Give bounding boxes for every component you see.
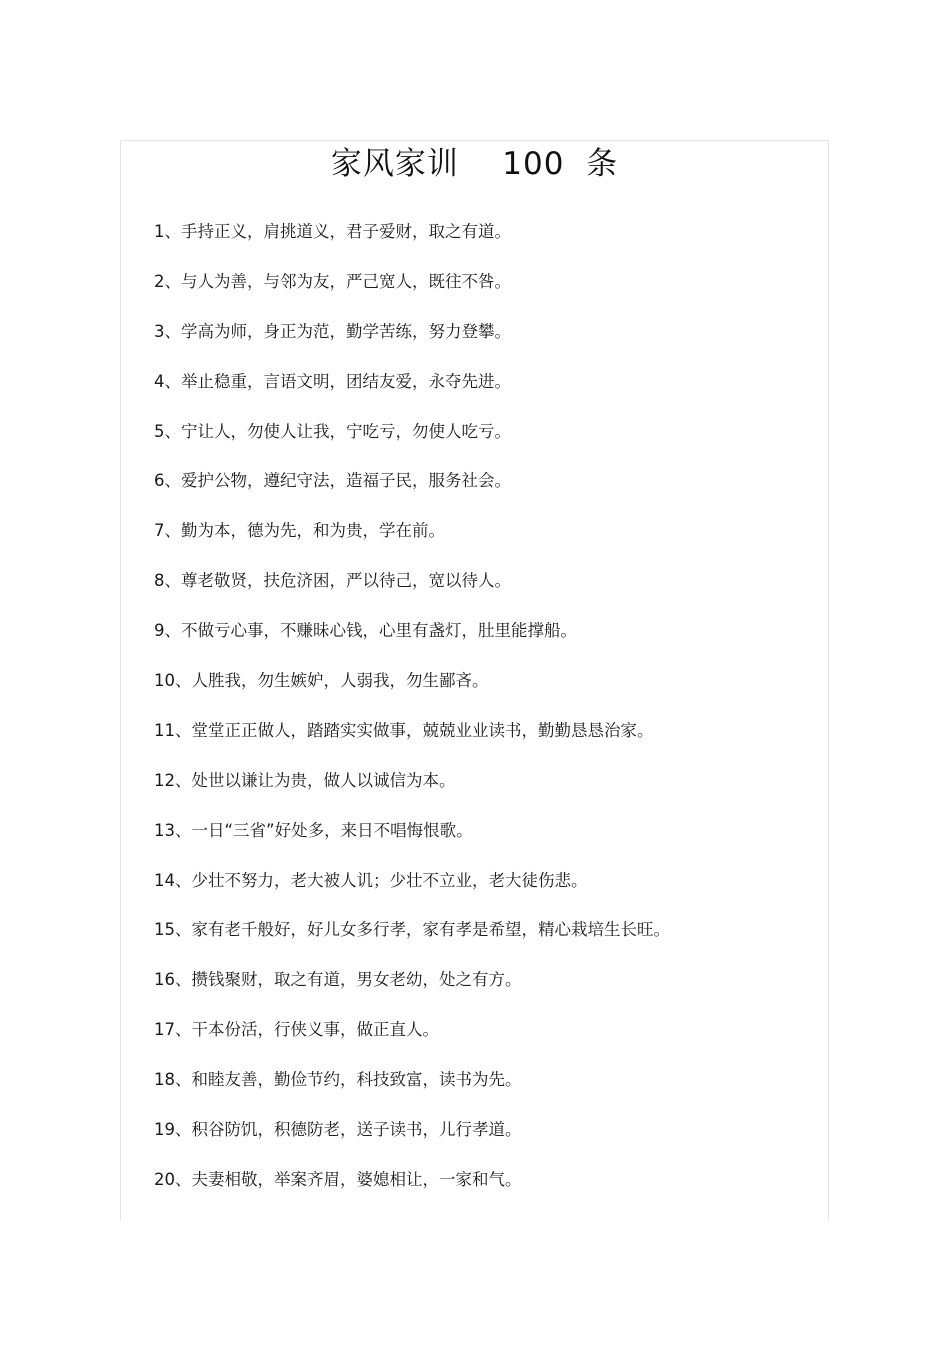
document-title: 家风家训 100 条: [330, 146, 619, 182]
list-item: 6、爱护公物，遵纪守法，造福子民，服务社会。: [154, 471, 511, 491]
list-item: 17、干本份活，行侠义事，做正直人。: [154, 1020, 439, 1040]
list-item: 5、宁让人，勿使人让我，宁吃亏，勿使人吃亏。: [154, 421, 511, 441]
list-item: 16、攒钱聚财，取之有道，男女老幼，处之有方。: [154, 970, 522, 990]
list-item: 4、举止稳重，言语文明，团结友爱，永夺先进。: [154, 371, 511, 391]
list-item: 15、家有老千般好，好儿女多行孝，家有孝是希望，精心栽培生长旺。: [154, 920, 670, 940]
list-item: 19、积谷防饥，积德防老，送子读书，儿行孝道。: [154, 1120, 522, 1140]
list-item: 20、夫妻相敬，举案齐眉，婆媳相让，一家和气。: [154, 1169, 522, 1189]
list-item: 3、学高为师，身正为范，勤学苦练，努力登攀。: [154, 321, 511, 341]
motto-list: [154, 218, 670, 1216]
list-item: 10、人胜我，勿生嫉妒，人弱我，勿生鄙吝。: [154, 671, 489, 691]
list-item: 18、和睦友善，勤俭节约，科技致富，读书为先。: [154, 1070, 522, 1090]
list-item: 14、少壮不努力，老大被人讥；少壮不立业，老大徒伤悲。: [154, 870, 588, 890]
list-item: 1、手持正义，肩挑道义，君子爱财，取之有道。: [154, 222, 511, 241]
list-item: 11、堂堂正正做人，踏踏实实做事，兢兢业业读书，勤勤恳恳治家。: [154, 720, 654, 740]
list-item: 13、一日“三省”好处多，来日不唱悔恨歌。: [154, 820, 473, 840]
list-item: 7、勤为本，德为先，和为贵，学在前。: [154, 521, 445, 541]
list-item: 8、尊老敬贤，扶危济困，严以待己，宽以待人。: [154, 571, 511, 591]
list-item: 12、处世以谦让为贵，做人以诚信为本。: [154, 770, 456, 790]
list-item: 2、与人为善，与邻为友，严己宽人，既往不咎。: [154, 271, 511, 291]
list-item: 9、不做亏心事，不赚昧心钱，心里有盏灯，肚里能撑船。: [154, 621, 577, 641]
